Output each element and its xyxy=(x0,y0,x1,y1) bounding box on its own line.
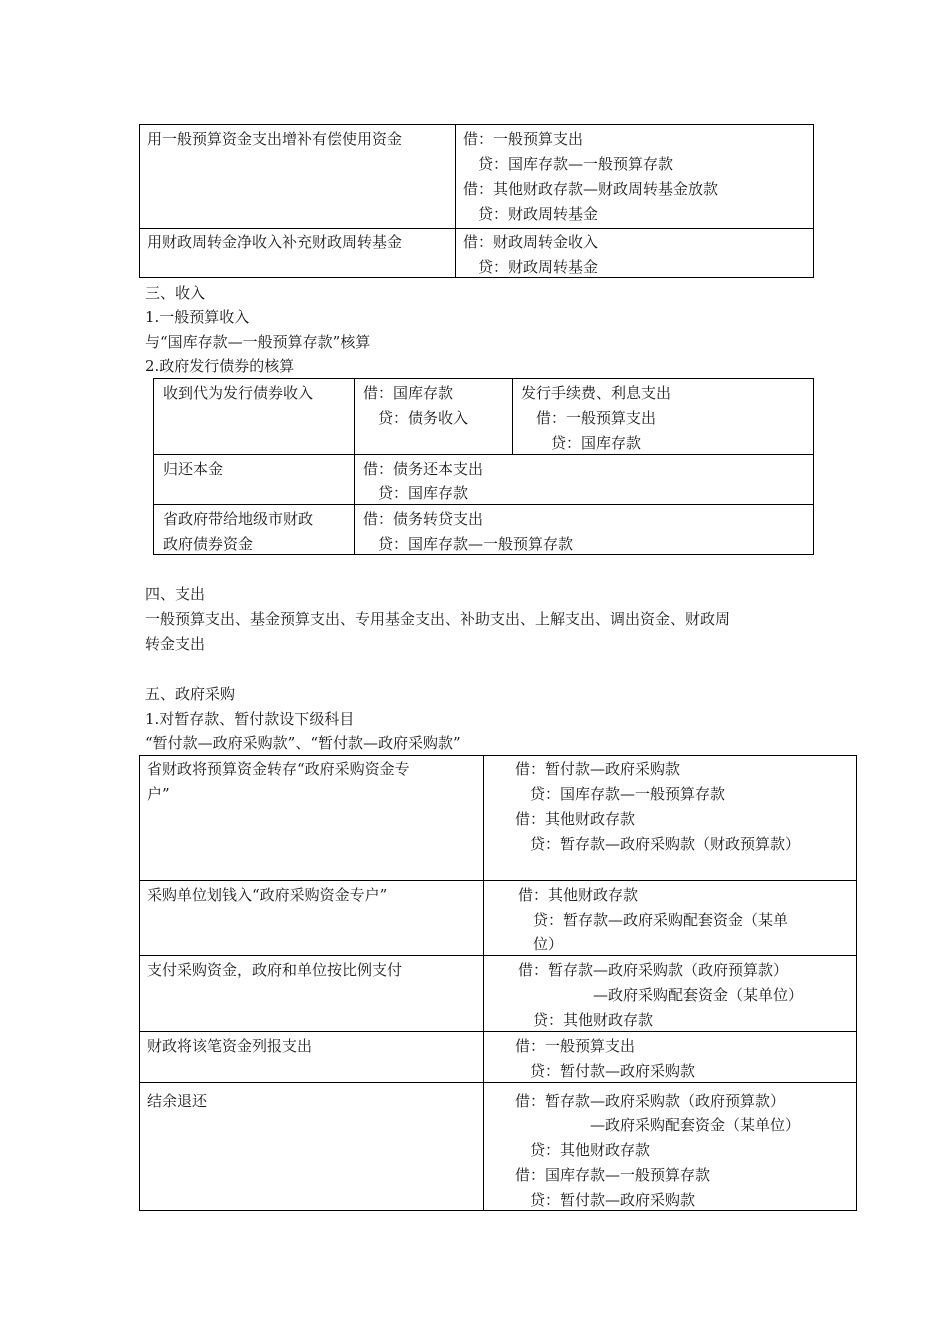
table-3-row-5-entry-1: 借：暂存款—政府采购款（政府预算款） xyxy=(515,1092,786,1110)
section-3-sub-2: 2.政府发行债券的核算 xyxy=(145,357,295,375)
table-3-row-3-entry-2: —政府采购配套资金（某单位） xyxy=(518,986,804,1004)
table-3-row-2-entry-1: 借：其他财政存款 xyxy=(518,886,639,904)
table-3-row-5-entry-5: 贷：暂付款—政府采购款 xyxy=(515,1191,696,1209)
table-3-row-5-entry-2: —政府采购配套资金（某单位） xyxy=(515,1116,801,1134)
table-1-row-1-entry-4: 贷：财政周转基金 xyxy=(463,205,599,223)
table-2-row-3-entry-2: 贷：国库存款—一般预算存款 xyxy=(363,535,574,553)
table-3-row-4-label-1: 财政将该笔资金列报支出 xyxy=(147,1037,313,1055)
table-2-row-3-label-2: 政府债券资金 xyxy=(163,535,254,553)
table-3-row-4-entry-1: 借：一般预算支出 xyxy=(515,1037,636,1055)
table-1-row-2-entry-2: 贷：财政周转基金 xyxy=(463,258,599,276)
section-5-sub-1: 1.对暂存款、暂付款设下级科目 xyxy=(145,710,355,728)
section-3-sub-1-note: 与“国库存款—一般预算存款”核算 xyxy=(145,333,371,351)
section-5-heading: 五、政府采购 xyxy=(145,685,236,703)
table-3-row-1-label-1: 省财政将预算资金转存“政府采购资金专 xyxy=(147,760,410,778)
table-3-row-2-entry-3: 位） xyxy=(518,935,564,953)
table-1-row-1-label: 用一般预算资金支出增补有偿使用资金 xyxy=(147,130,403,148)
table-3-row-5-entry-3: 贷：其他财政存款 xyxy=(515,1141,651,1159)
table-3-row-1-entry-1: 借：暂付款—政府采购款 xyxy=(515,760,681,778)
section-4-body-2: 转金支出 xyxy=(145,635,206,653)
table-3-row-3-entry-3: 贷：其他财政存款 xyxy=(518,1011,654,1029)
table-2-row-3-entry-1: 借：债务转贷支出 xyxy=(363,510,484,528)
table-2-row-2-entry-1: 借：债务还本支出 xyxy=(363,460,484,478)
table-2-row-3-label-1: 省政府带给地级市财政 xyxy=(163,510,314,528)
table-3-row-1-label-2: 户” xyxy=(147,785,170,803)
table-2-row-1-label: 收到代为发行债券收入 xyxy=(163,384,314,402)
table-3-row-1-entry-3: 借：其他财政存款 xyxy=(515,810,636,828)
table-3-row-1-entry-2: 贷：国库存款—一般预算存款 xyxy=(515,785,726,803)
table-3-row-3-entry-1: 借：暂存款—政府采购款（政府预算款） xyxy=(518,961,789,979)
section-5-sub-1-note: “暂付款—政府采购款”、“暂付款—政府采购款” xyxy=(145,734,461,752)
table-2-row-1-right-1: 发行手续费、利息支出 xyxy=(521,384,672,402)
table-2-row-2-entry-2: 贷：国库存款 xyxy=(363,484,469,502)
table-3-row-4-entry-2: 贷：暂付款—政府采购款 xyxy=(515,1062,696,1080)
table-3-row-3-label-1: 支付采购资金，政府和单位按比例支付 xyxy=(147,961,403,979)
table-1-row-1-entry-3: 借：其他财政存款—财政周转基金放款 xyxy=(463,180,719,198)
table-2-row-1-right-2: 借：一般预算支出 xyxy=(521,409,657,427)
table-2-row-1-mid-1: 借：国库存款 xyxy=(363,384,454,402)
table-3-row-5-entry-4: 借：国库存款—一般预算存款 xyxy=(515,1166,711,1184)
table-3-row-2-entry-2: 贷：暂存款—政府采购配套资金（某单 xyxy=(518,911,789,929)
table-2-row-2-label: 归还本金 xyxy=(163,460,224,478)
table-3-row-2-label-1: 采购单位划钱入“政府采购资金专户” xyxy=(147,886,388,904)
section-3-sub-1: 1.一般预算收入 xyxy=(145,308,250,326)
table-1-row-1-entry-1: 借：一般预算支出 xyxy=(463,130,584,148)
section-4-body-1: 一般预算支出、基金预算支出、专用基金支出、补助支出、上解支出、调出资金、财政周 xyxy=(145,610,731,628)
section-3-heading: 三、收入 xyxy=(145,284,206,302)
table-3-row-5-label-1: 结余退还 xyxy=(147,1092,208,1110)
table-2-row-1-mid-2: 贷：债务收入 xyxy=(363,409,469,427)
section-4-heading: 四、支出 xyxy=(145,585,206,603)
table-1-row-2-entry-1: 借：财政周转金收入 xyxy=(463,233,599,251)
table-3-row-1-entry-4: 贷：暂存款—政府采购款（财政预算款） xyxy=(515,835,801,853)
table-2-row-1-right-3: 贷：国库存款 xyxy=(521,434,642,452)
table-1-row-2-label: 用财政周转金净收入补充财政周转基金 xyxy=(147,233,403,251)
table-1-row-1-entry-2: 贷：国库存款—一般预算存款 xyxy=(463,155,674,173)
